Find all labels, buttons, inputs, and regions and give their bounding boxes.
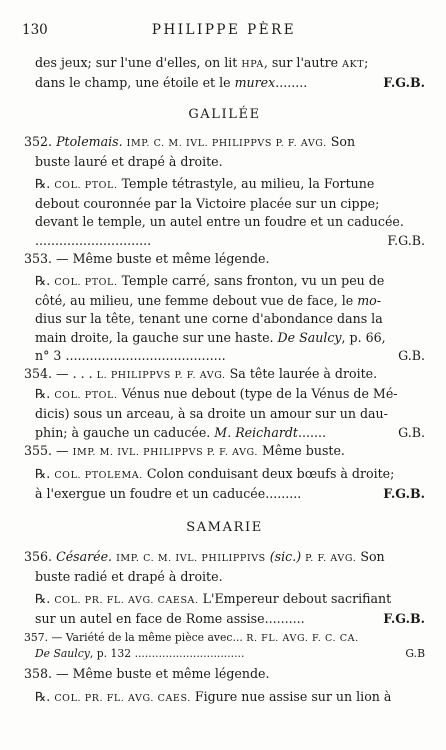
entry-352: 352. Ptolemais. IMP. C. M. IVL. PHILIPPVS P. F. AVG. Son buste lauré et drapé à droite. ℞. COL. PTOL. Temple tétrastyle, au milieu, la Fortune debout couronnée par la Victoire placée sur un cippe; devant le temple, un autel entre un foudre et un caducée. ............................. F.G.B. bbox=[24, 133, 425, 248]
section-title-samarie: SAMARIE bbox=[186, 520, 263, 536]
entry-353: 353. — Même buste et même légende. ℞. COL. PTOL. Temple carré, sans fronton, vu un peu de côté, au milieu, une femme debout vue de face, le mo- dius sur la tête, tenant une corne d'abondance dans la main droite, la gauche sur une haste. De Saulcy, p. 66, n° 3 ........................................ G.B. bbox=[24, 250, 425, 363]
page-body bbox=[24, 54, 425, 708]
entry-354: 354. — . . . L. PHILIPPVS P. F. AVG. Sa tête laurée à droite. ℞. COL. PTOL. Vénus nue debout (type de la Vénus de Mé- dicis) sous un arceau, à sa droite un amour sur un dau- phin; à gauche un caducée. M. Reichardt....... G.B. bbox=[24, 366, 425, 440]
entry-356: 356. Césarée. IMP. C. M. IVL. PHILIPPIVS (sic.) P. F. AVG. Son buste radié et drapé à droite. ℞. COL. PR. FL. AVG. CAESA. L'Empereur debout sacrifiant sur un autel en face de Rome assise.......... F.G.B. bbox=[24, 548, 425, 627]
running-header bbox=[22, 22, 426, 44]
entry-358: 358. — Même buste et même légende. ℞. COL. PR. FL. AVG. CAES. Figure nue assise sur un lion à bbox=[24, 666, 392, 704]
entry-355: 355. — IMP. M. IVL. PHILIPPVS P. F. AVG. Même buste. ℞. COL. PTOLEMA. Colon conduisant deux bœufs à droite; à l'exergue un foudre et un caducée......... F.G.B. bbox=[24, 442, 425, 502]
intro-line-2: dans le champ, une étoile et le murex........ F.G.B. bbox=[35, 75, 425, 91]
page-number: 130 bbox=[22, 22, 48, 38]
intro-line-1: des jeux; sur l'une d'elles, on lit HPA, sur l'autre AKT; bbox=[35, 55, 369, 70]
section-title-galilee: GALILÉE bbox=[188, 107, 261, 123]
entry-357: 357. — Variété de la même pièce avec... R. FL. AVG. F. C. CA. De Saulcy, p. 132 ................................ G.B bbox=[24, 631, 425, 661]
running-title: PHILIPPE PÈRE bbox=[151, 22, 297, 38]
